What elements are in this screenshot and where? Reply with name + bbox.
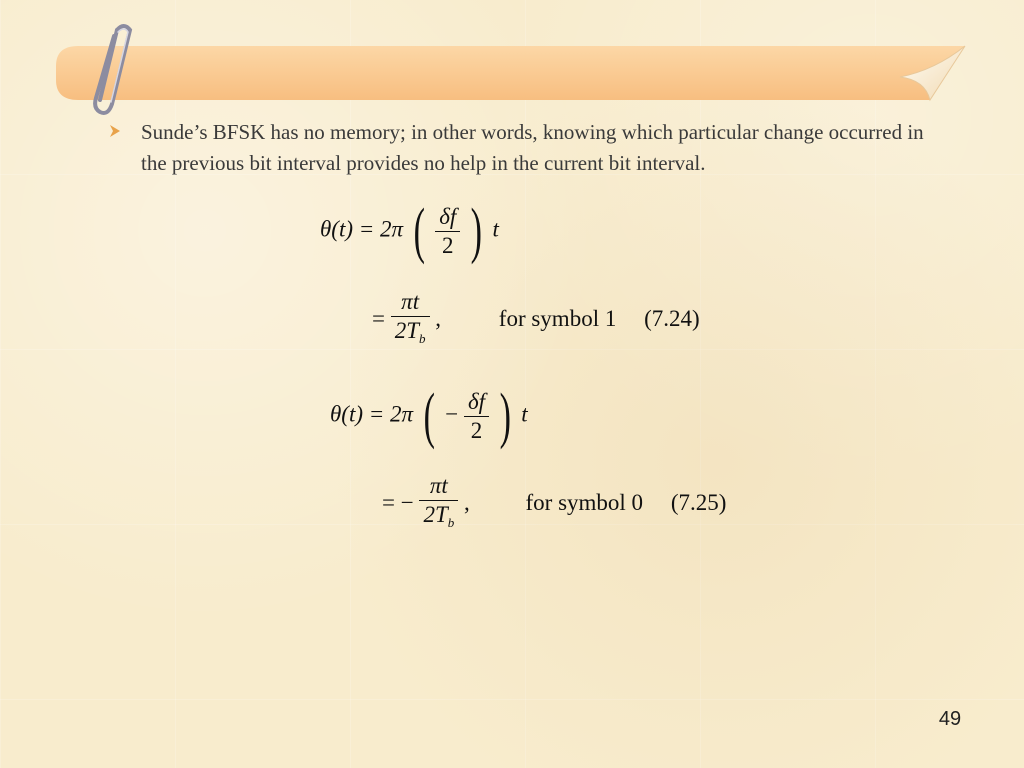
eq2-number: (7.24)	[644, 305, 700, 331]
equation-result-symbol1	[372, 288, 700, 353]
eq2-comma: ,	[435, 305, 442, 331]
eq2-equals: =	[372, 305, 385, 331]
bullet-point	[108, 117, 938, 178]
eq3-minus: −	[445, 401, 459, 427]
eq3-denominator: 2	[470, 417, 483, 443]
eq3-trailing: t	[521, 401, 528, 427]
eq3-open-paren: (	[423, 382, 435, 450]
bullet-text: Sunde’s BFSK has no memory; in other words, knowing which particular change occurred in the previous bit interval provides no help in the current bit interval.	[141, 120, 924, 175]
page-number: 49	[938, 708, 962, 730]
eq2-fraction	[391, 288, 430, 353]
eq4-equals: = −	[382, 489, 414, 515]
equation-theta-symbol1	[320, 197, 499, 265]
eq1-denominator: 2	[442, 232, 454, 258]
eq1-fraction	[435, 203, 460, 260]
eq1-lhs: θ(t) = 2π	[320, 216, 404, 242]
eq4-comma: ,	[464, 489, 470, 515]
eq4-number: (7.25)	[670, 489, 727, 515]
equation-theta-symbol0	[330, 382, 528, 450]
eq4-label: for symbol 0	[525, 489, 644, 515]
eq2-numerator: πt	[391, 288, 430, 317]
eq1-close-paren: )	[470, 197, 483, 265]
eq1-open-paren: (	[413, 197, 425, 265]
equation-result-symbol0	[382, 472, 726, 537]
eq1-numerator: δf	[435, 203, 460, 232]
eq4-denominator: $2T_b$	[423, 502, 455, 530]
title-banner	[0, 0, 1024, 120]
eq3-numerator: δf	[464, 388, 489, 417]
eq2-denominator: $2T_b$	[394, 318, 426, 346]
eq3-close-paren: )	[499, 382, 511, 450]
arrow-bullet-icon	[108, 124, 122, 138]
eq3-lhs: θ(t) = 2π	[330, 401, 414, 427]
eq4-numerator: πt	[419, 472, 458, 501]
eq4-fraction	[419, 472, 458, 537]
banner-band	[56, 46, 965, 100]
eq3-fraction	[464, 388, 489, 445]
eq2-label: for symbol 1	[498, 305, 617, 331]
eq1-trailing: t	[492, 216, 499, 242]
